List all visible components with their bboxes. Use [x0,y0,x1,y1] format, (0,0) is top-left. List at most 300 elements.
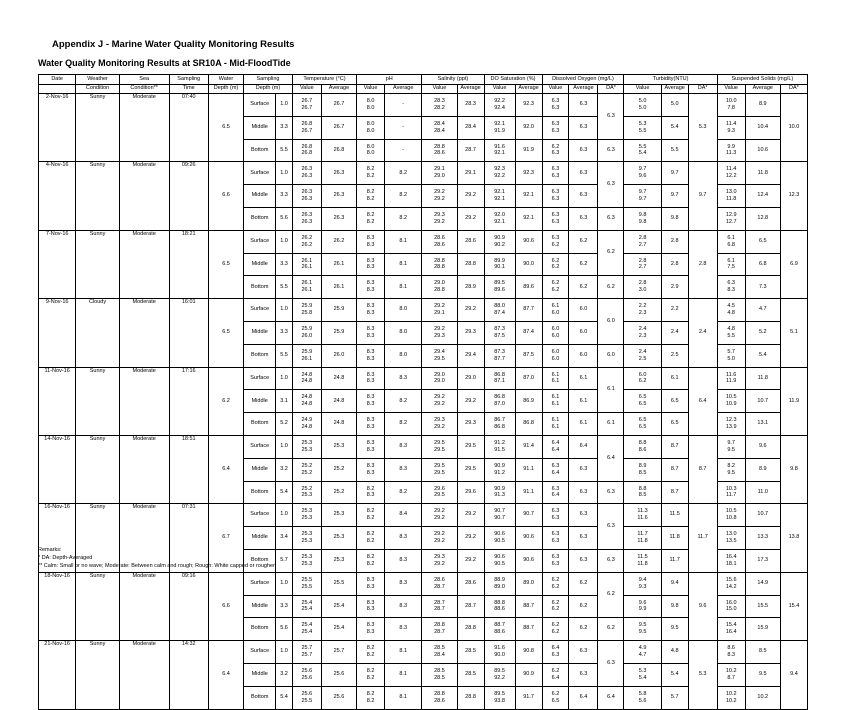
date-cell: 16-Nov-16 [39,504,76,572]
reading-value: 6.3 [551,98,560,105]
suspended-solids-value-cell [717,162,745,185]
dissolved-oxygen-average-cell: 6.1 [569,390,598,413]
turbidity-value-cell [624,253,661,276]
reading-value: 87.7 [494,355,505,362]
header-row-2 [39,84,808,94]
suspended-solids-da-cell: 12.3 [780,162,807,230]
reading-value: 9.7 [638,166,647,173]
reading-value: 6.3 [551,166,560,173]
reading-value: 6.3 [551,150,560,157]
dissolved-oxygen-value-cell [542,663,569,686]
reading-value: 6.3 [551,212,560,219]
salinity-average-cell: 29.1 [457,162,484,185]
reading-value: 9.3 [727,127,735,134]
reading-value: 8.2 [366,196,375,203]
sampling-depth-cell: 5.6 [276,618,293,641]
suspended-solids-value-cell [717,116,745,139]
reading-value: 25.7 [301,645,313,652]
reading-value: 8.2 [366,697,375,704]
sampling-depth-cell: 3.3 [276,321,293,344]
dissolved-oxygen-value-cell [542,618,569,641]
reading-value: 6.2 [551,668,560,675]
reading-value: 92.2 [494,173,505,180]
reading-value: 5.3 [638,120,647,127]
ph-value-cell [357,344,385,367]
reading-value: 88.0 [494,303,505,310]
reading-value: 8.3 [366,371,375,378]
reading-value: 25.3 [301,515,313,522]
suspended-solids-average-cell: 12.4 [745,185,780,208]
weather-cell: Sunny [76,641,120,709]
reading-value: 24.8 [301,424,313,431]
reading-value: 6.3 [551,531,560,538]
reading-value: 6.1 [551,417,560,424]
do-saturation-average-cell: 88.7 [515,595,542,618]
salinity-value-cell [422,253,457,276]
suspended-solids-value-cell [717,367,745,390]
reading-value: 8.2 [366,690,375,697]
dissolved-oxygen-da-cell: 6.3 [598,162,624,208]
reading-value: 6.8 [727,241,735,248]
reading-value: 90.9 [494,462,505,469]
turbidity-da-cell: 8.7 [688,435,717,503]
reading-value: 8.3 [366,394,375,401]
depth-level-cell: Surface [244,504,276,527]
date-cell: 18-Nov-16 [39,572,76,640]
reading-value: 91.6 [494,645,505,652]
dissolved-oxygen-value-cell [542,230,569,253]
do-saturation-average-cell: 91.7 [515,686,542,709]
reading-value: 6.4 [551,469,560,476]
temperature-average-cell: 26.1 [321,276,356,299]
turbidity-average-cell: 2.8 [661,230,688,253]
dissolved-oxygen-average-cell: 6.3 [569,207,598,230]
reading-value: 6.3 [551,196,560,203]
turbidity-average-cell: 8.7 [661,458,688,481]
reading-value: 8.3 [366,401,375,408]
ph-value-cell [357,527,385,550]
reading-value: 4.8 [727,310,735,317]
reading-value: 26.1 [301,287,313,294]
ph-average-cell: 8.0 [385,344,422,367]
suspended-solids-value-cell [717,344,745,367]
dissolved-oxygen-average-cell: 6.4 [569,686,598,709]
reading-value: 8.8 [638,485,647,492]
weather-cell: Sunny [76,572,120,640]
col-weather: Weather [76,75,120,85]
dissolved-oxygen-average-cell: 6.0 [569,321,598,344]
reading-value: 29.5 [434,440,445,447]
reading-value: 6.3 [551,127,560,134]
sampling-depth-cell: 5.6 [276,207,293,230]
dissolved-oxygen-da-cell: 6.0 [598,344,624,367]
reading-value: 8.3 [366,576,375,583]
reading-value: 29.6 [434,485,445,492]
temperature-value-cell [292,94,321,117]
reading-value: 5.4 [638,674,647,681]
dissolved-oxygen-average-cell: 6.3 [569,481,598,504]
reading-value: 6.3 [551,515,560,522]
do-saturation-average-cell: 92.0 [515,116,542,139]
reading-value: 90.7 [494,508,505,515]
sub-header: Average [515,84,542,94]
temperature-value-cell [292,230,321,253]
sub-header: Value [624,84,661,94]
reading-value: 90.5 [494,560,505,567]
salinity-average-cell: 29.2 [457,549,484,572]
reading-value: 6.1 [551,378,560,385]
turbidity-average-cell: 9.7 [661,162,688,185]
salinity-value-cell [422,367,457,390]
reading-value: 29.2 [434,508,445,515]
sampling-time-cell: 07:31 [169,504,208,572]
reading-value: 25.5 [301,583,313,590]
sea-condition-cell: Moderate [119,572,169,640]
suspended-solids-value-cell [717,686,745,709]
reading-value: 18.1 [725,560,737,567]
temperature-average-cell: 26.3 [321,162,356,185]
reading-value: 92.1 [494,218,505,225]
salinity-average-cell: 29.2 [457,299,484,322]
ph-average-cell: 8.1 [385,230,422,253]
sub-header: Average [457,84,484,94]
do-saturation-value-cell [484,527,515,550]
reading-value: 26.7 [301,98,313,105]
turbidity-average-cell: 2.5 [661,344,688,367]
suspended-solids-average-cell: 7.3 [745,276,780,299]
suspended-solids-da-cell: 13.8 [780,504,807,572]
table-body [39,94,808,710]
temperature-value-cell [292,572,321,595]
temperature-average-cell: 25.3 [321,435,356,458]
reading-value: 89.5 [494,668,505,675]
reading-value: 8.3 [366,446,375,453]
reading-value: 29.2 [434,515,445,522]
do-saturation-average-cell: 92.1 [515,185,542,208]
salinity-average-cell: 29.2 [457,207,484,230]
salinity-average-cell: 29.5 [457,435,484,458]
suspended-solids-value-cell [717,276,745,299]
salinity-average-cell: 28.7 [457,139,484,162]
do-saturation-average-cell: 87.0 [515,367,542,390]
temperature-average-cell: 26.7 [321,116,356,139]
reading-value: 25.6 [301,690,313,697]
table-row [39,367,808,390]
sampling-depth-cell: 3.3 [276,116,293,139]
suspended-solids-average-cell: 15.5 [745,595,780,618]
salinity-average-cell: 28.7 [457,595,484,618]
depth-level-cell: Bottom [244,481,276,504]
temperature-average-cell: 25.3 [321,527,356,550]
col-suspended-solids: Suspended Solids (mg/L) [717,75,807,85]
ph-average-cell: 8.4 [385,504,422,527]
turbidity-da-cell: 9.7 [688,162,717,230]
reading-value: 29.5 [434,469,445,476]
turbidity-average-cell: 5.4 [661,663,688,686]
ph-average-cell: - [385,94,422,117]
reading-value: 26.2 [301,234,313,241]
temperature-value-cell [292,253,321,276]
do-saturation-value-cell [484,116,515,139]
reading-value: 8.3 [366,355,375,362]
sampling-depth-cell: 1.0 [276,299,293,322]
ph-average-cell: 8.3 [385,435,422,458]
suspended-solids-average-cell: 9.5 [745,663,780,686]
reading-value: 13.9 [725,424,737,431]
reading-value: 6.0 [551,310,560,317]
reading-value: 6.3 [551,538,560,545]
suspended-solids-average-cell: 8.9 [745,458,780,481]
dissolved-oxygen-value-cell [542,207,569,230]
depth-level-cell: Middle [244,390,276,413]
dissolved-oxygen-average-cell: 6.3 [569,663,598,686]
sampling-depth-cell: 3.3 [276,185,293,208]
turbidity-value-cell [624,367,661,390]
reading-value: 28.5 [434,674,445,681]
suspended-solids-value-cell [717,185,745,208]
reading-value: 25.2 [301,469,313,476]
ph-average-cell: 8.2 [385,185,422,208]
dissolved-oxygen-da-cell: 6.3 [598,549,624,572]
turbidity-average-cell: 5.4 [661,116,688,139]
reading-value: 8.6 [727,645,735,652]
ph-value-cell [357,481,385,504]
ph-value-cell [357,458,385,481]
reading-value: 6.4 [551,674,560,681]
reading-value: 5.5 [638,143,647,150]
reading-value: 24.8 [301,394,313,401]
water-depth-cell: 6.5 [208,230,243,298]
ph-average-cell: 8.1 [385,663,422,686]
reading-value: 8.2 [366,668,375,675]
turbidity-value-cell [624,139,661,162]
turbidity-value-cell [624,344,661,367]
reading-value: 8.9 [638,462,647,469]
reading-value: 24.9 [301,417,313,424]
sub-header: Average [661,84,688,94]
reading-value: 28.8 [434,690,445,697]
suspended-solids-average-cell: 8.9 [745,94,780,117]
reading-value: 29.5 [434,462,445,469]
reading-value: 10.0 [725,98,737,105]
do-saturation-average-cell: 90.6 [515,230,542,253]
reading-value: 88.8 [494,599,505,606]
suspended-solids-value-cell [717,413,745,436]
dissolved-oxygen-value-cell [542,321,569,344]
reading-value: 28.7 [434,629,445,636]
dissolved-oxygen-value-cell [542,413,569,436]
reading-value: 13.5 [725,538,737,545]
sampling-depth-cell: 3.3 [276,595,293,618]
suspended-solids-value-cell [717,139,745,162]
reading-value: 8.2 [366,560,375,567]
reading-value: 29.5 [434,492,445,499]
reading-value: 2.4 [638,348,647,355]
ph-value-cell [357,549,385,572]
reading-value: 6.3 [551,234,560,241]
sub-header: Value [484,84,515,94]
weather-cell: Cloudy [76,299,120,367]
depth-level-cell: Surface [244,94,276,117]
reading-value: 2.2 [638,303,647,310]
do-saturation-value-cell [484,641,515,664]
reading-value: 25.4 [301,606,313,613]
turbidity-average-cell: 11.8 [661,527,688,550]
dissolved-oxygen-da-cell: 6.2 [598,230,624,276]
reading-value: 86.8 [494,424,505,431]
reading-value: 26.0 [301,332,313,339]
col-sampling: Sampling [169,75,208,85]
reading-value: 2.7 [638,264,647,271]
reading-value: 8.3 [366,492,375,499]
dissolved-oxygen-average-cell: 6.3 [569,549,598,572]
temperature-value-cell [292,390,321,413]
reading-value: 29.3 [434,212,445,219]
reading-value: 26.3 [301,196,313,203]
dissolved-oxygen-da-cell: 6.2 [598,276,624,299]
reading-value: 4.5 [727,303,735,310]
date-cell: 9-Nov-16 [39,299,76,367]
remarks-heading: Remarks: [38,547,62,553]
reading-value: 8.3 [366,241,375,248]
temperature-average-cell: 25.3 [321,504,356,527]
reading-value: 90.9 [494,485,505,492]
do-saturation-average-cell: 89.6 [515,276,542,299]
dissolved-oxygen-value-cell [542,162,569,185]
dissolved-oxygen-value-cell [542,139,569,162]
reading-value: 28.2 [434,104,445,111]
reading-value: 25.6 [301,674,313,681]
sub-header [39,84,76,94]
ph-average-cell: - [385,116,422,139]
reading-value: 6.2 [638,378,647,385]
reading-value: 6.2 [551,583,560,590]
reading-value: 92.1 [494,196,505,203]
water-depth-cell: 6.5 [208,94,243,162]
depth-level-cell: Middle [244,253,276,276]
reading-value: 11.8 [637,560,648,567]
salinity-value-cell [422,641,457,664]
reading-value: 13.0 [725,531,737,538]
salinity-value-cell [422,207,457,230]
reading-value: 29.2 [434,560,445,567]
suspended-solids-average-cell: 6.8 [745,253,780,276]
reading-value: 26.3 [301,189,313,196]
suspended-solids-average-cell: 17.3 [745,549,780,572]
col-turbidity: Turbidity(NTU) [624,75,717,85]
reading-value: 28.5 [434,645,445,652]
reading-value: 11.9 [726,378,737,385]
turbidity-average-cell: 4.8 [661,641,688,664]
ph-value-cell [357,504,385,527]
depth-level-cell: Surface [244,435,276,458]
sampling-time-cell: 16:01 [169,299,208,367]
reading-value: 6.2 [551,264,560,271]
reading-value: 8.2 [366,212,375,219]
reading-value: 4.8 [727,326,735,333]
ph-average-cell: 8.2 [385,481,422,504]
ph-average-cell: 8.3 [385,367,422,390]
do-saturation-value-cell [484,663,515,686]
salinity-average-cell: 29.5 [457,458,484,481]
reading-value: 2.8 [638,234,647,241]
sea-condition-cell: Moderate [119,230,169,298]
turbidity-value-cell [624,458,661,481]
depth-level-cell: Bottom [244,276,276,299]
reading-value: 87.5 [494,332,505,339]
depth-level-cell: Middle [244,116,276,139]
turbidity-average-cell: 9.8 [661,207,688,230]
salinity-value-cell [422,299,457,322]
table-row [39,504,808,527]
sampling-depth-cell: 3.1 [276,390,293,413]
reading-value: 11.3 [726,150,737,157]
reading-value: 6.5 [638,417,647,424]
date-cell: 11-Nov-16 [39,367,76,435]
temperature-average-cell: 25.5 [321,572,356,595]
do-saturation-average-cell: 91.1 [515,458,542,481]
reading-value: 6.3 [551,560,560,567]
do-saturation-value-cell [484,321,515,344]
reading-value: 25.9 [301,303,313,310]
temperature-average-cell: 26.8 [321,139,356,162]
reading-value: 8.3 [366,417,375,424]
sub-header: DA* [688,84,717,94]
do-saturation-value-cell [484,390,515,413]
sub-header: DA* [598,84,624,94]
turbidity-value-cell [624,618,661,641]
reading-value: 6.3 [727,280,735,287]
table-title: Water Quality Monitoring Results at SR10A - Mid-FloodTide [38,58,291,68]
reading-value: 5.0 [638,98,647,105]
reading-value: 2.3 [638,332,647,339]
sub-header: Value [717,84,745,94]
salinity-value-cell [422,321,457,344]
reading-value: 90.6 [494,554,505,561]
reading-value: 25.3 [301,554,313,561]
do-saturation-value-cell [484,162,515,185]
reading-value: 29.2 [434,401,445,408]
salinity-average-cell: 29.4 [457,344,484,367]
sampling-depth-cell: 5.7 [276,549,293,572]
turbidity-value-cell [624,663,661,686]
turbidity-average-cell: 8.7 [661,481,688,504]
turbidity-value-cell [624,413,661,436]
reading-value: 6.2 [551,606,560,613]
reading-value: 6.2 [551,287,560,294]
reading-value: 89.5 [494,690,505,697]
reading-value: 10.2 [725,697,737,704]
reading-value: 88.7 [494,622,505,629]
temperature-value-cell [292,458,321,481]
reading-value: 6.2 [551,690,560,697]
reading-value: 12.9 [725,212,737,219]
ph-value-cell [357,185,385,208]
reading-value: 11.5 [637,554,648,561]
sampling-time-cell: 09:16 [169,572,208,640]
date-cell: 21-Nov-16 [39,641,76,709]
reading-value: 11.6 [637,515,648,522]
reading-value: 26.8 [301,120,313,127]
sub-header: Value [357,84,385,94]
reading-value: 28.8 [434,264,445,271]
reading-value: 5.7 [727,348,735,355]
sub-header: Average [321,84,356,94]
reading-value: 7.8 [727,104,735,111]
turbidity-average-cell: 9.5 [661,618,688,641]
reading-value: 6.3 [551,554,560,561]
reading-value: 25.2 [301,485,313,492]
